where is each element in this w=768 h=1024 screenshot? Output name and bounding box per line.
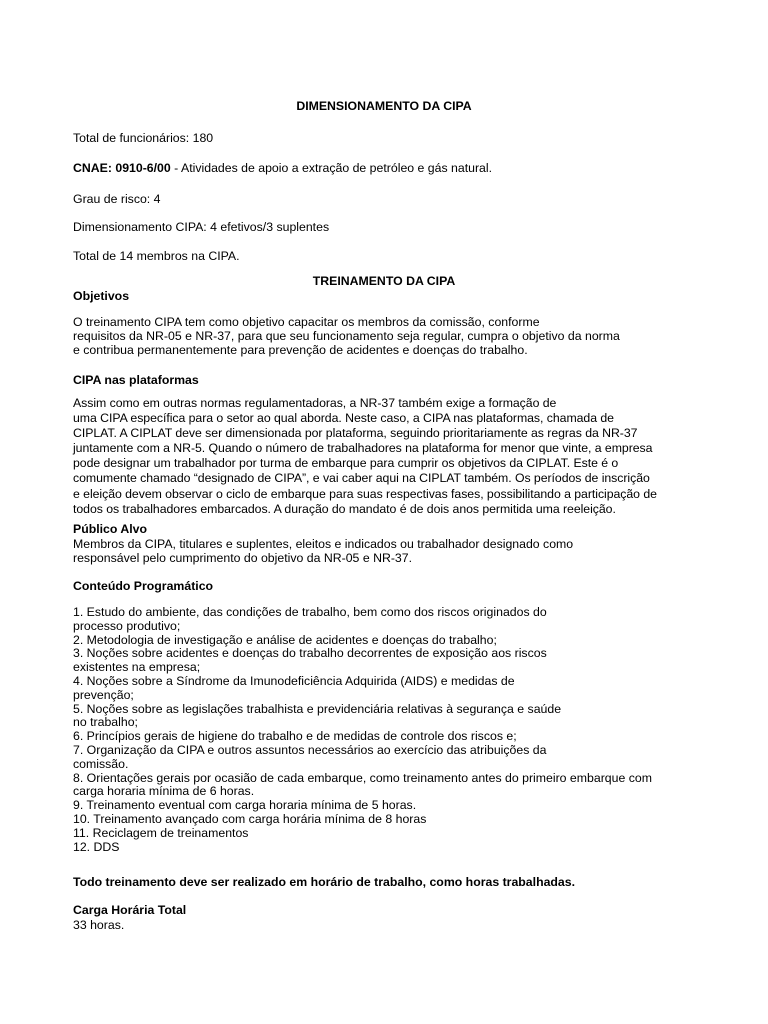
paragraph-line: todos os trabalhadores embarcados. A duração do mandato é de dois anos permitida uma reeleição. <box>73 501 616 516</box>
cnae-description: - Atividades de apoio a extração de petróleo e gás natural. <box>170 161 493 175</box>
list-item: 2. Metodologia de investigação e análise de acidentes e doenças do trabalho; <box>73 632 497 647</box>
paragraph-line: uma CIPA específica para o setor ao qual aborda. Neste caso, a CIPA nas plataformas, chamada de <box>73 411 614 426</box>
treinamento-title: TREINAMENTO DA CIPA <box>312 274 456 288</box>
paragraph-line: e contribua permanentemente para prevenção de acidentes e doenças do trabalho. <box>73 342 528 357</box>
plataformas-heading: CIPA nas plataformas <box>73 373 199 387</box>
total-membros: Total de 14 membros na CIPA. <box>73 249 240 263</box>
publico-paragraph <box>73 538 713 566</box>
list-item: 5. Noções sobre as legislações trabalhista e previdenciária relativas à segurança e saúde <box>73 701 562 716</box>
grau-risco: Grau de risco: 4 <box>73 192 161 206</box>
list-item: 3. Noções sobre acidentes e doenças do trabalho decorrentes de exposição aos riscos <box>73 646 547 661</box>
total-funcionarios: Total de funcionários: 180 <box>73 131 214 145</box>
list-item: 8. Orientações gerais por ocasião de cada embarque, como treinamento antes do primeiro embarque com <box>73 770 652 785</box>
list-item: 4. Noções sobre a Síndrome da Imunodeficiência Adquirida (AIDS) e medidas de <box>73 673 515 688</box>
paragraph-line: CIPLAT. A CIPLAT deve ser dimensionada por plataforma, seguindo prioritariamente as regras da NR-37 <box>73 426 638 441</box>
list-item: 1. Estudo do ambiente, das condições de trabalho, bem como dos riscos originados do <box>73 605 547 619</box>
carga-heading: Carga Horária Total <box>73 903 187 917</box>
list-item: 11. Reciclagem de treinamentos <box>73 825 249 840</box>
paragraph-line: Membros da CIPA, titulares e suplentes, eleitos e indicados ou trabalhador designado como <box>73 537 574 551</box>
paragraph-line: O treinamento CIPA tem como objetivo capacitar os membros da comissão, conforme <box>73 315 540 329</box>
list-item: processo produtivo; <box>73 618 181 633</box>
list-item: existentes na empresa; <box>73 660 201 675</box>
list-item: 9. Treinamento eventual com carga horaria mínima de 5 horas. <box>73 798 417 813</box>
dimensionamento-cipa: Dimensionamento CIPA: 4 efetivos/3 suplentes <box>73 220 330 234</box>
paragraph-line: Assim como em outras normas regulamentadoras, a NR-37 também exige a formação de <box>73 396 557 410</box>
list-item: prevenção; <box>73 687 134 702</box>
objetivos-paragraph <box>73 316 713 357</box>
objetivos-heading: Objetivos <box>73 289 130 303</box>
list-item: 10. Treinamento avançado com carga horária mínima de 8 horas <box>73 811 427 826</box>
plataformas-paragraph <box>73 396 713 517</box>
paragraph-line: requisitos da NR-05 e NR-37, para que seu funcionamento seja regular, cumpra o objetivo da norma <box>73 328 620 343</box>
paragraph-line: comumente chamado “designado de CIPA”, e vai caber aqui na CIPLAT também. Os períodos de inscrição <box>73 471 650 486</box>
list-item: 6. Princípios gerais de higiene do trabalho e de medidas de controle dos riscos e; <box>73 729 517 744</box>
document-title: DIMENSIONAMENTO DA CIPA <box>296 99 472 113</box>
paragraph-line: pode designar um trabalhador por turma de embarque para cumprir os objetivos da CIPLAT. Este é o <box>73 456 619 471</box>
list-item: carga horaria mínima de 6 horas. <box>73 784 255 799</box>
paragraph-line: juntamente com a NR-5. Quando o número de trabalhadores na plataforma for menor que vinte, a empresa <box>73 441 653 456</box>
list-item: 7. Organização da CIPA e outros assuntos necessários ao exercício das atribuições da <box>73 742 547 757</box>
cnae-code: CNAE: 0910-6/00 <box>73 161 171 175</box>
todo-treinamento-note: Todo treinamento deve ser realizado em horário de trabalho, como horas trabalhadas. <box>73 875 576 889</box>
conteudo-list <box>73 606 713 854</box>
conteudo-heading: Conteúdo Programático <box>73 579 214 593</box>
paragraph-line: e eleição devem observar o ciclo de embarque para suas respectivas fases, possibilitando a participação de <box>73 486 657 501</box>
list-item: comissão. <box>73 756 129 771</box>
list-item: 12. DDS <box>73 839 120 854</box>
cnae-line <box>73 161 713 175</box>
publico-heading: Público Alvo <box>73 522 148 536</box>
carga-value: 33 horas. <box>73 918 125 932</box>
list-item: no trabalho; <box>73 715 138 730</box>
paragraph-line: responsável pelo cumprimento do objetivo da NR-05 e NR-37. <box>73 550 413 565</box>
